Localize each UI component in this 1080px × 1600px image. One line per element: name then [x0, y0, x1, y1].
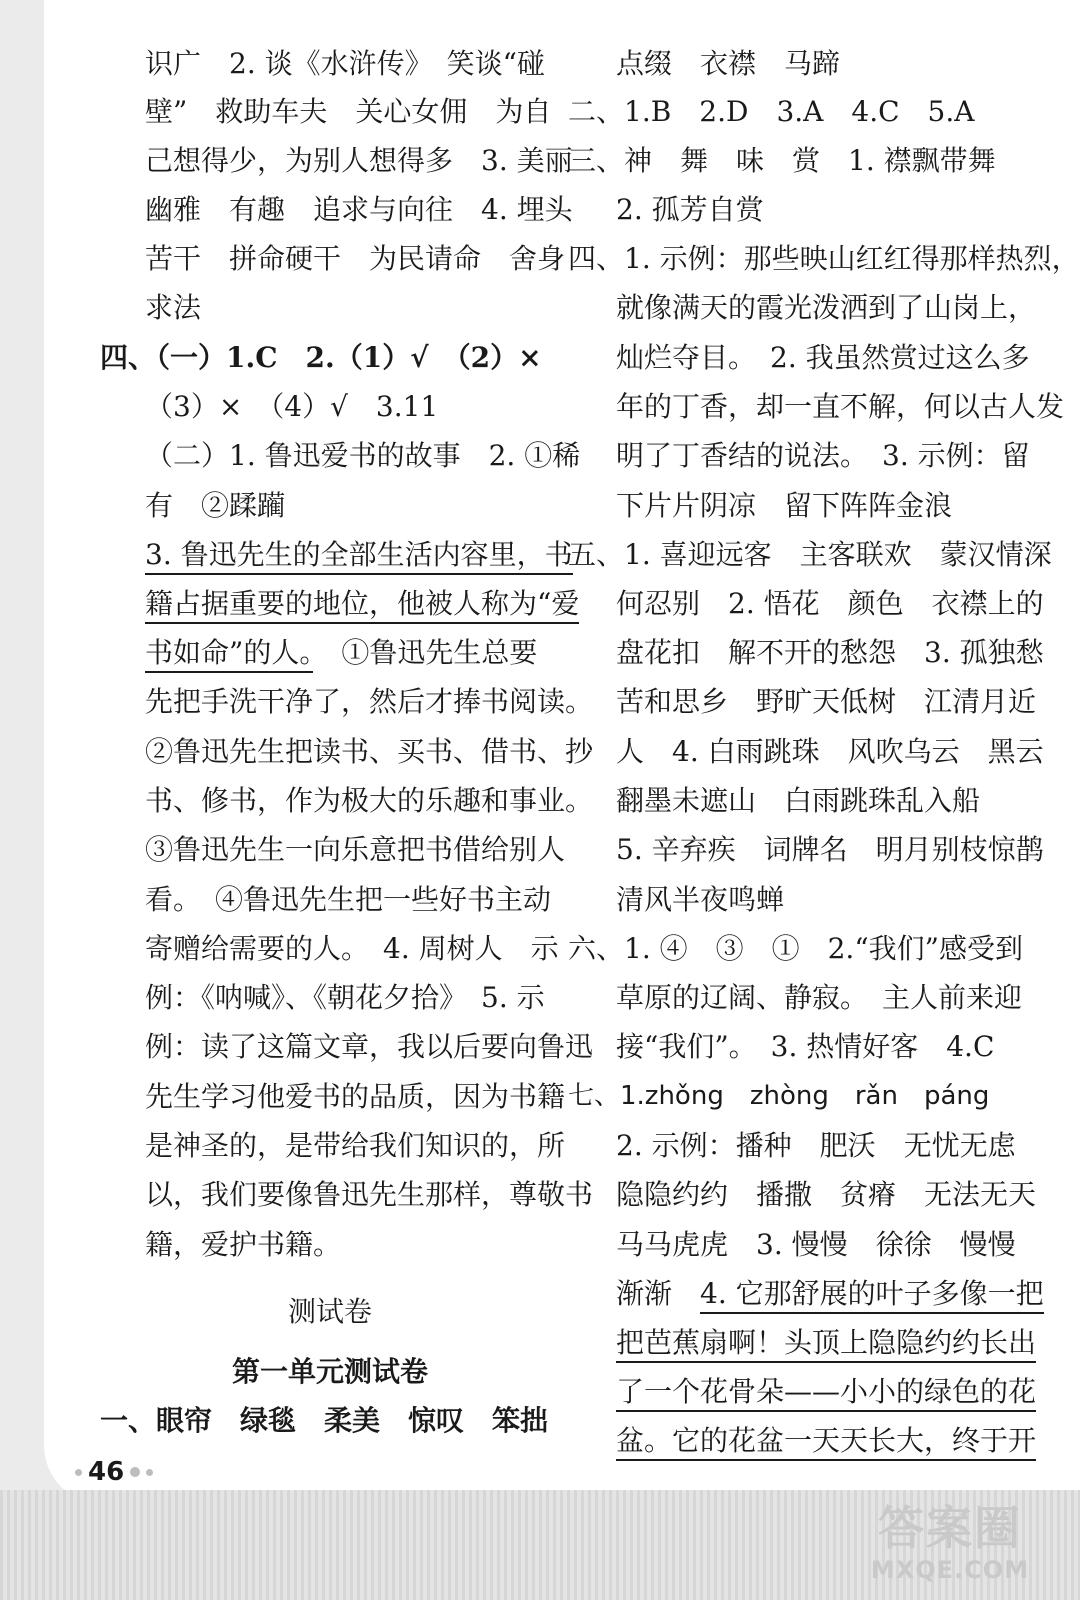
- answer-line: [145, 628, 537, 677]
- page-number-text: 46: [88, 1457, 125, 1487]
- answer-line: 年的丁香，却一直不解，何以古人发: [616, 390, 1065, 423]
- underlined-text: 了一个花骨朵——小小的绿色的花: [616, 1375, 1036, 1412]
- underlined-answer-line: [145, 579, 579, 628]
- answer-line: 接“我们”。 3. 热情好客 4.C: [616, 1030, 995, 1063]
- page-number: [75, 1452, 153, 1492]
- unit-title: 第一单元测试卷: [231, 1355, 428, 1388]
- answer-line: 寄赠给需要的人。 4. 周树人 示: [145, 932, 559, 965]
- answer-line: 人 4. 白雨跳珠 风吹乌云 黑云: [616, 735, 1044, 768]
- underlined-answer-line: [616, 1318, 1036, 1367]
- answer-line: 求法: [145, 291, 202, 324]
- watermark-url: MXQE.COM: [870, 1556, 1030, 1584]
- answer-line: 是神圣的，是带给我们知识的，所: [145, 1129, 566, 1162]
- answer-line: 幽雅 有趣 追求与向往 4. 埋头: [145, 193, 573, 226]
- answer-line: 翻墨未遮山 白雨跳珠乱入船: [616, 784, 981, 817]
- underlined-text: 把芭蕉扇啊！头顶上隐隐约约长出: [616, 1326, 1036, 1363]
- answer-line: 苦干 拼命硬干 为民请命 舍身: [145, 242, 566, 275]
- answer-line: 灿烂夺目。 2. 我虽然赏过这么多: [616, 341, 1030, 374]
- answer-line: [616, 1269, 1044, 1318]
- answer-text: ①鲁迅先生总要: [341, 636, 538, 669]
- decorative-dot: [130, 1467, 140, 1477]
- answer-line: 隐隐约约 播撒 贫瘠 无法无天: [616, 1178, 1037, 1211]
- underlined-answer-line: [616, 1416, 1036, 1465]
- underlined-answer-line: [145, 530, 573, 579]
- answer-line: 明了丁香结的说法。 3. 示例：留: [616, 439, 1030, 472]
- underlined-text: 4. 它那舒展的叶子多像一把: [700, 1277, 1044, 1314]
- answer-line: 何忍别 2. 悟花 颜色 衣襟上的: [616, 587, 1044, 620]
- answer-line: ③鲁迅先生一向乐意把书借给别人: [145, 833, 566, 866]
- answer-text: 渐渐: [616, 1277, 701, 1310]
- answer-line: 2. 孤芳自赏: [616, 193, 764, 226]
- underlined-text: 籍占据重要的地位，他被人称为“爱: [145, 587, 579, 624]
- answer-line: 己想得少，为别人想得多 3. 美丽: [145, 144, 573, 177]
- underlined-text: 书如命”的人。: [145, 636, 313, 673]
- answer-line: 就像满天的霞光泼洒到了山岗上，: [616, 291, 1037, 324]
- question-heading-4: 四、（一）1.C 2.（1）√ （2）×: [100, 341, 542, 374]
- section-title: 测试卷: [287, 1295, 372, 1328]
- answer-line: 先生学习他爱书的品质，因为书籍: [145, 1080, 566, 1113]
- answer-line: 例：读了这篇文章，我以后要向鲁迅: [145, 1030, 594, 1063]
- answer-line: 二、1.B 2.D 3.A 4.C 5.A: [568, 95, 975, 128]
- answer-line: 有 ②蹂躏: [145, 489, 286, 522]
- question-heading-1: 一、眼帘 绿毯 柔美 惊叹 笨拙: [100, 1404, 549, 1437]
- decorative-dot: [75, 1469, 82, 1476]
- answer-line: 四、1. 示例：那些映山红红得那样热烈，: [568, 242, 1080, 275]
- underlined-text: 盆。它的花盆一天天长大，终于开: [616, 1424, 1036, 1461]
- answer-line: 六、1. ④ ③ ① 2.“我们”感受到: [568, 932, 1023, 965]
- pinyin-line: 七、1.zhǒng zhòng rǎn páng: [568, 1081, 990, 1111]
- watermark-logo: [850, 1500, 1050, 1590]
- answer-line: 马马虎虎 3. 慢慢 徐徐 慢慢: [616, 1228, 1016, 1261]
- answer-line: 先把手洗干净了，然后才捧书阅读。: [145, 685, 594, 718]
- answer-line: 书、修书，作为极大的乐趣和事业。: [145, 784, 594, 817]
- underlined-answer-line: [616, 1367, 1036, 1416]
- answer-line: 5. 辛弃疾 词牌名 明月别枝惊鹊: [616, 833, 1044, 866]
- answer-line: 2. 示例：播种 肥沃 无忧无虑: [616, 1129, 1016, 1162]
- answer-line: 盘花扣 解不开的愁怨 3. 孤独愁: [616, 636, 1044, 669]
- answer-line: 清风半夜鸣蝉: [616, 883, 785, 916]
- answer-line: 下片片阴凉 留下阵阵金浪: [616, 489, 953, 522]
- answer-line: 点缀 衣襟 马蹄: [616, 47, 841, 80]
- answer-line: ②鲁迅先生把读书、买书、借书、抄: [145, 735, 594, 768]
- answer-line: 三、神 舞 味 赏 1. 襟飘带舞: [568, 144, 996, 177]
- answer-line: 苦和思乡 野旷天低树 江清月近: [616, 685, 1037, 718]
- answer-line: 看。 ④鲁迅先生把一些好书主动: [145, 883, 552, 916]
- answer-line: （二）1. 鲁迅爱书的故事 2. ①稀: [145, 439, 581, 472]
- answer-line: （3）× （4）√ 3.11: [145, 390, 439, 423]
- watermark-text: 答案圈: [878, 1501, 1022, 1555]
- answer-line: 草原的辽阔、静寂。 主人前来迎: [616, 981, 1023, 1014]
- answer-line: 五、1. 喜迎远客 主客联欢 蒙汉情深: [568, 538, 1052, 571]
- answer-line: 识广 2. 谈《水浒传》 笑谈“碰: [145, 47, 545, 80]
- answer-line: 籍，爱护书籍。: [145, 1228, 342, 1261]
- answer-line: 以，我们要像鲁迅先生那样，尊敬书: [145, 1178, 594, 1211]
- decorative-dot: [146, 1469, 153, 1476]
- underlined-text: 3. 鲁迅先生的全部生活内容里，书: [145, 538, 573, 575]
- answer-line: 壁” 救助车夫 关心女佣 为自: [145, 95, 552, 128]
- answer-line: 例：《呐喊》、《朝花夕拾》 5. 示: [145, 981, 545, 1014]
